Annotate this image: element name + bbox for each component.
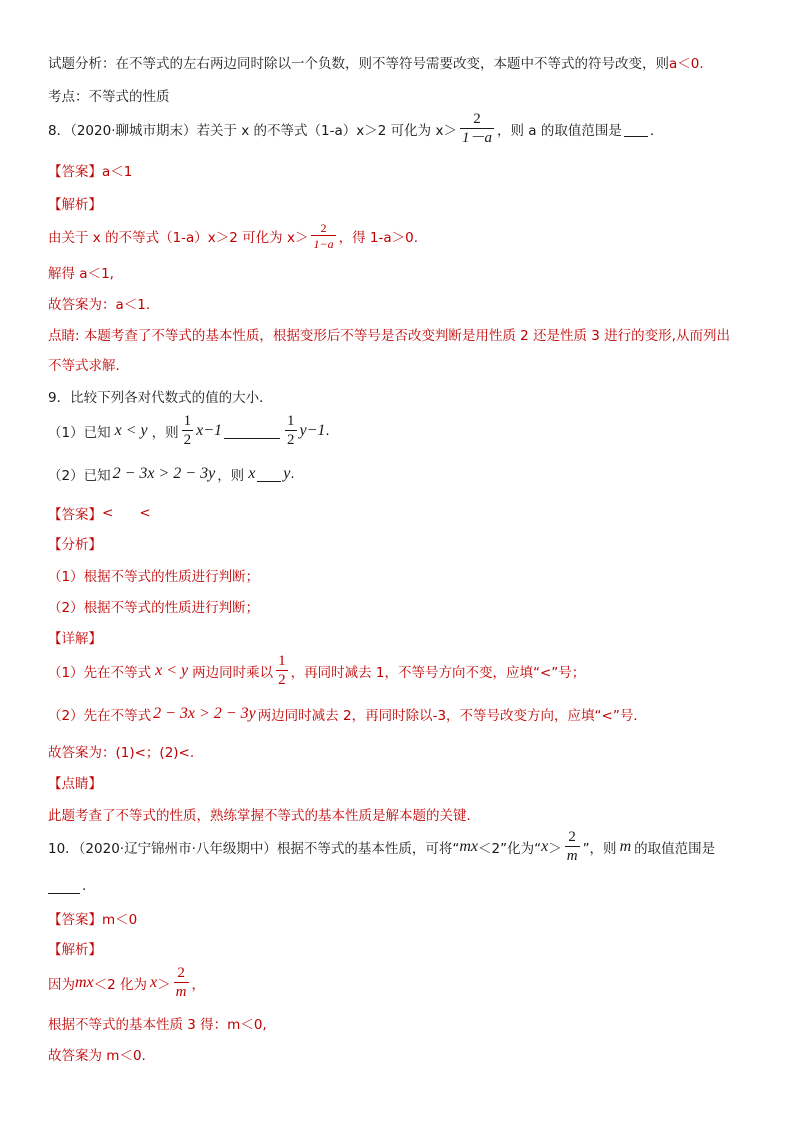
q10-blank-line	[48, 878, 86, 894]
q9-answer	[48, 503, 151, 523]
q9-xj1-lead: （1）先在不等式	[48, 665, 152, 681]
q8-answer-value: a＜1	[102, 164, 133, 180]
kaodian-text: 考点：不等式的性质	[48, 89, 170, 105]
q10-step3-text: 故答案为 m＜0.	[48, 1048, 146, 1064]
q10-step2	[48, 1013, 267, 1033]
q10-step2-text: 根据不等式的基本性质 3 得：m＜0,	[48, 1017, 267, 1033]
q8-step1-tail: ，得 1-a＞0.	[338, 230, 418, 246]
q9-answer-label: 【答案】	[48, 507, 102, 523]
q10-s1-gt: ＞	[157, 977, 171, 993]
q10-end: .	[82, 878, 87, 894]
q9-dianjing-body: 此题考查了不等式的性质，熟练掌握不等式的基本性质是解本题的关键．	[48, 808, 480, 824]
q9-dianjing-label	[48, 772, 102, 792]
q9-xiangjie-label-text: 【详解】	[48, 631, 102, 647]
q9-p1-frac-b-num: 1	[287, 413, 295, 429]
q9-p1-lead: （1）已知	[48, 425, 111, 441]
q10-lead2: ＜2”化为“	[478, 841, 542, 857]
q10-m: m	[619, 838, 632, 855]
kaodian-line	[48, 85, 170, 105]
q8-fraction	[460, 112, 494, 146]
q10-frac-num: 2	[568, 829, 576, 845]
q8-step1-fraction	[311, 222, 335, 250]
q9-xj1-num: 1	[278, 653, 286, 669]
question-9-title	[48, 386, 273, 406]
q9-fenxi-label-text: 【分析】	[48, 537, 102, 553]
q9-p1-frac-b-den: 2	[287, 432, 295, 448]
q9-xj1-den: 2	[278, 672, 286, 688]
q10-answer-value: m＜0	[102, 912, 138, 928]
analysis-result: a＜0.	[669, 56, 704, 72]
q9-p2-end: .	[290, 466, 295, 482]
q10-s1-end: ，	[191, 977, 205, 993]
q9-p1-blank	[224, 424, 280, 439]
q10-s1-num: 2	[177, 965, 185, 981]
q8-step1-den: 1−a	[313, 237, 334, 251]
q8-step2	[48, 262, 114, 282]
q9-p2-lead: （2）已知	[48, 468, 111, 484]
q9-fenxi-2-text: （2）根据不等式的性质进行判断；	[48, 600, 260, 616]
q8-step3	[48, 293, 150, 313]
q9-p1-frac-a-den: 2	[183, 432, 192, 448]
q9-p2-x: x	[248, 465, 256, 482]
q8-tail: ，则 a 的取值范围是	[496, 123, 622, 139]
q8-end: ．	[649, 123, 664, 139]
q10-s1-lead: 因为	[48, 977, 75, 993]
q9-final-text: 故答案为：(1)<；(2)<.	[48, 745, 195, 761]
q9-p1-end: .	[325, 423, 330, 439]
q9-p2-blank	[257, 467, 281, 482]
q8-step1	[48, 222, 418, 250]
q8-blank	[624, 122, 648, 137]
q9-p2-mid: ，则	[217, 468, 245, 484]
q9-fenxi-2	[48, 596, 259, 616]
q10-gt: ＞	[548, 841, 562, 857]
q9-answer-2: <	[139, 505, 151, 521]
q8-dianjing-1-text: 点睛: 本题考查了不等式的基本性质，根据变形后不等号是否改变判断是用性质 2 还是性质 3 进行的变形,从而列出	[48, 328, 730, 344]
q9-part-1	[48, 414, 330, 448]
q9-p2-cond: 2 − 3x > 2 − 3y	[112, 465, 216, 482]
q8-frac-num: 2	[473, 111, 481, 127]
q8-dianjing-1	[48, 324, 730, 344]
q9-xj1-tail: ，再同时减去 1，不等号方向不变，应填“<”号；	[290, 665, 586, 681]
q8-answer	[48, 160, 132, 180]
q9-xj2-tail: 两边同时减去 2，再同时除以-3，不等号改变方向，应填“<”号．	[257, 708, 647, 724]
q10-step3	[48, 1044, 146, 1064]
q9-answer-1: <	[102, 505, 114, 521]
q10-s1-x: x	[150, 974, 158, 991]
q10-blank	[48, 879, 80, 894]
q9-xj1-mid: 两边同时乘以	[192, 665, 274, 681]
q10-tail: ”，则	[582, 841, 617, 857]
q9-p2-y: y	[283, 465, 291, 482]
q9-p1-cond: x < y	[114, 422, 148, 439]
q10-x: x	[541, 838, 549, 855]
q10-lead: 10．（2020·辽宁锦州市·八年级期中）根据不等式的基本性质，可将“	[48, 841, 460, 857]
q9-p1-expr1: x−1	[196, 422, 222, 439]
q8-step1-num: 2	[320, 221, 327, 235]
q9-final	[48, 741, 194, 761]
q9-p1-mid: ，则	[151, 425, 179, 441]
q10-tail2: 的取值范围是	[634, 841, 716, 857]
q8-lead: 8．（2020·聊城市期末）若关于 x 的不等式（1-a）x＞2 可化为 x＞	[48, 123, 457, 139]
q9-xj1-cond: x < y	[155, 662, 189, 679]
q10-answer	[48, 908, 137, 928]
q9-fenxi-1	[48, 565, 259, 585]
q10-s1-mid: ＜2 化为	[93, 977, 148, 993]
q8-step3-text: 故答案为：a＜1.	[48, 297, 151, 313]
q8-frac-den: 1－a	[461, 130, 492, 146]
analysis-line	[48, 52, 704, 72]
q8-jiexi-text: 【解析】	[48, 197, 102, 213]
q10-step1	[48, 966, 205, 1000]
q9-part-2	[48, 464, 295, 484]
q10-answer-label: 【答案】	[48, 912, 102, 928]
question-10	[48, 830, 715, 864]
q9-xj2-cond: 2 − 3x > 2 − 3y	[153, 705, 256, 722]
q9-xj1-fraction	[276, 654, 288, 688]
q9-title-text: 9．比较下列各对代数式的值的大小．	[48, 390, 273, 406]
question-8	[48, 112, 663, 146]
q8-dianjing-2	[48, 354, 120, 374]
q9-xiangjie-1	[48, 654, 585, 688]
q10-s1-mx: mx	[75, 974, 94, 991]
q9-fenxi-1-text: （1）根据不等式的性质进行判断；	[48, 569, 260, 585]
q10-s1-fraction	[174, 966, 189, 1000]
q8-step1-lead: 由关于 x 的不等式（1-a）x＞2 可化为 x＞	[48, 230, 309, 246]
q9-xiangjie-2	[48, 704, 647, 724]
q10-s1-den: m	[175, 984, 187, 1000]
q9-xiangjie-label	[48, 627, 102, 647]
q9-dianjing-text	[48, 804, 480, 824]
q8-step2-text: 解得 a＜1,	[48, 266, 114, 282]
q9-p1-frac-a-num: 1	[183, 413, 192, 429]
q9-p1-expr2: y−1	[299, 422, 326, 439]
q8-answer-label: 【答案】	[48, 164, 102, 180]
q9-fenxi-label	[48, 533, 102, 553]
q9-dianjing-label-text: 【点睛】	[48, 776, 102, 792]
q8-dianjing-2-text: 不等式求解.	[48, 358, 120, 374]
q10-fraction	[565, 830, 580, 864]
q10-frac-den: m	[566, 848, 578, 864]
q10-mx: mx	[459, 838, 479, 855]
q9-xj2-lead: （2）先在不等式	[48, 708, 152, 724]
q10-jiexi-label	[48, 938, 102, 958]
q9-p1-frac-b	[285, 414, 297, 448]
q8-jiexi-label	[48, 193, 102, 213]
analysis-text: 试题分析：在不等式的左右两边同时除以一个负数，则不等符号需要改变，本题中不等式的符号改变，则	[48, 56, 669, 72]
q10-jiexi-label-text: 【解析】	[48, 942, 102, 958]
q9-p1-frac-a	[182, 414, 194, 448]
